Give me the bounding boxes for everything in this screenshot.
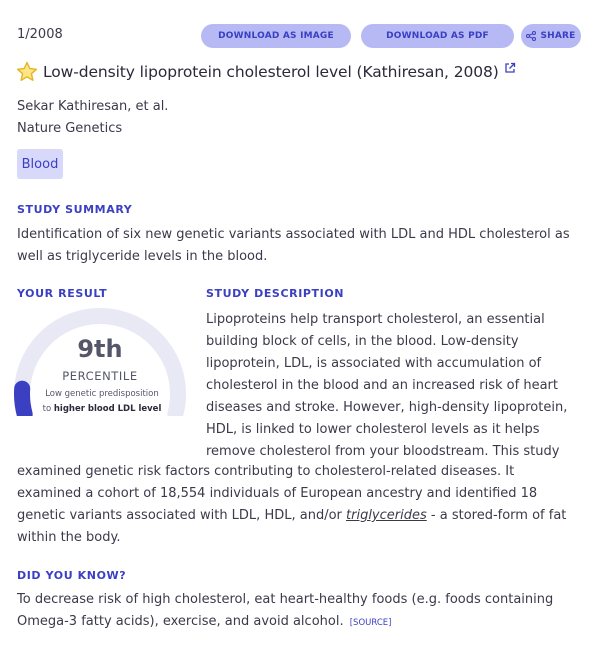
study-journal: Nature Genetics <box>17 121 123 136</box>
external-link-icon[interactable] <box>504 62 516 74</box>
share-label: SHARE <box>540 31 576 41</box>
result-caption-line1: Low genetic predisposition <box>45 389 159 399</box>
study-date: 1/2008 <box>17 27 63 42</box>
description-text: Lipoproteins help transport cholesterol, an essential building block of cells, in the blood. Low-density lipoprotein, LDL, is associated with accumulation of cholesterol in the blood and an increased risk of heart diseases and stroke. However, high-density lipoprotein, HDL, is linked to lower cholesterol levels as it helps remove cholesterol from your bloodstream. This study <box>206 312 568 459</box>
summary-heading: STUDY SUMMARY <box>17 203 133 216</box>
did-you-know-line-1: To decrease risk of high cholesterol, eat heart-healthy foods (e.g. foods containing <box>17 592 554 607</box>
caption-bold: higher blood LDL level <box>53 404 162 414</box>
title-row <box>15 60 516 84</box>
category-tag[interactable]: Blood <box>17 149 63 179</box>
line3-suffix: - a stored-form of fat <box>426 508 567 523</box>
description-line-2: examined a cohort of 18,554 individuals of European ancestry and identified 18 <box>17 486 538 501</box>
description-line-1: examined genetic risk factors contributing to cholesterol-related diseases. It <box>17 464 515 479</box>
triglycerides-link[interactable]: triglycerides <box>346 508 427 523</box>
share-icon <box>526 31 536 41</box>
did-you-know-line-2 <box>17 614 391 629</box>
percentile-value: 9th <box>77 335 123 363</box>
download-image-button[interactable]: DOWNLOAD AS IMAGE <box>201 24 351 48</box>
star-icon[interactable] <box>15 60 39 84</box>
study-title: Low-density lipoprotein cholesterol level (Kathiresan, 2008) <box>43 63 499 81</box>
description-line-4: within the body. <box>17 530 121 545</box>
dyk-line2-text: Omega-3 fatty acids), exercise, and avoid alcohol. <box>17 614 344 629</box>
source-link[interactable]: [SOURCE] <box>349 618 392 628</box>
percentile-label: PERCENTILE <box>62 369 138 383</box>
did-you-know-heading: DID YOU KNOW? <box>17 569 127 582</box>
description-heading: STUDY DESCRIPTION <box>206 287 345 300</box>
download-pdf-button[interactable]: DOWNLOAD AS PDF <box>361 24 514 48</box>
share-button[interactable] <box>521 24 581 48</box>
description-line-3 <box>17 508 566 523</box>
study-author: Sekar Kathiresan, et al. <box>17 99 169 114</box>
line3-prefix: genetic variants associated with LDL, HDL, and/or <box>17 508 347 523</box>
summary-text: Identification of six new genetic variants associated with LDL and HDL cholesterol as well as triglyceride levels in the blood. <box>17 227 570 264</box>
result-caption-line2 <box>14 404 190 414</box>
caption-prefix: to <box>42 404 54 414</box>
gauge-track <box>22 316 178 414</box>
result-heading: YOUR RESULT <box>17 287 108 300</box>
